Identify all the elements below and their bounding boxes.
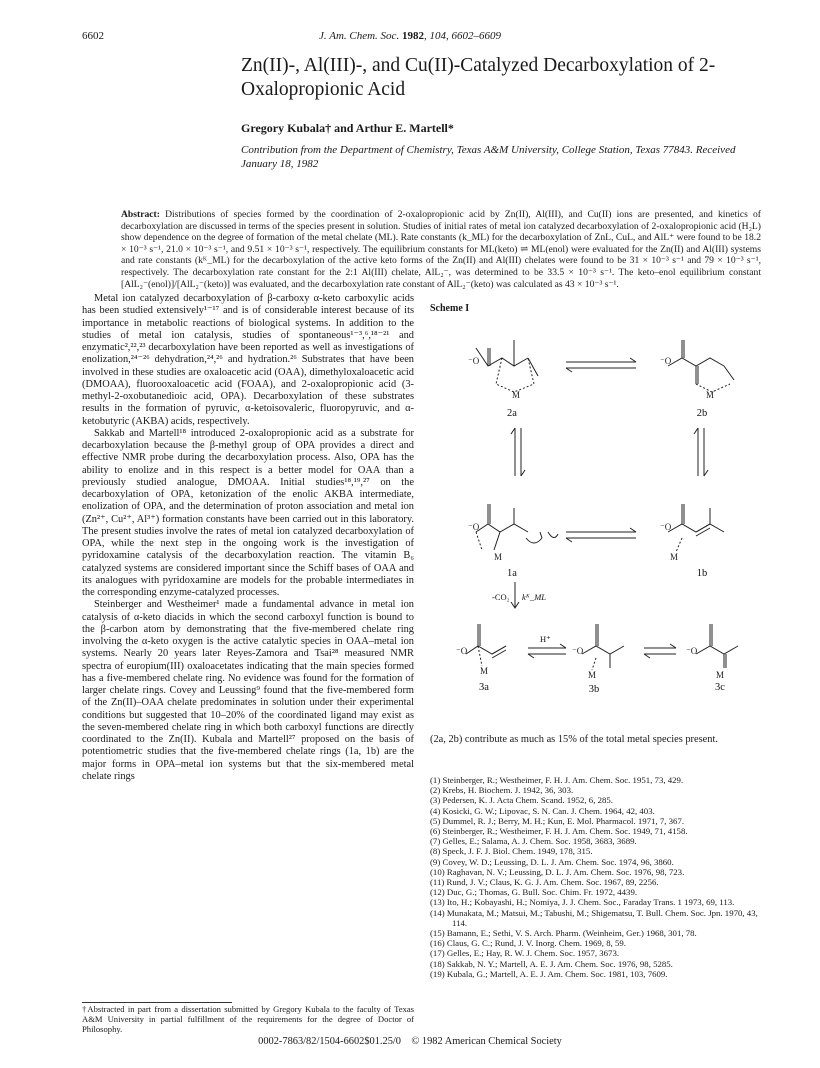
authors: Gregory Kubala† and Arthur E. Martell* [241, 121, 454, 135]
compound-label: 3b [588, 684, 600, 693]
body-paragraph: Steinberger and Westheimer¹ made a fundamental advance in metal ion catalysis of α-keto diacids in which the second carboxyl function is bound to the β-carbon atom by demonstrating that the five-membered chelate ring involving the α-keto oxygen is the active catalytic species in OAA–metal ion systems. Nearly 20 years later Reyes-Zamora and Tsai²⁸ measured NMR spectra of europium(III) oxaloacetates indicating that the main species formed has a five-membered chelate ring. No evidence was found for the formation of larger chelate rings. Covey and Leussing⁹ found that the five-membered form of the Zn(II)–OAA chelate predominates in solution under their experimental conditions but suggested that 10–20% of the coordinated ligand may exist as the seven-membered chelate ring in which both carboxyl functions are directly coordinated to the Zn(II). Kubala and Martell²⁷ proposed on the basis of potentiometric studies that the five-membered chelate rings (1a, 1b) are the major forms in OPA–metal ion systems but that the six-membered metal chelate rings [82, 599, 414, 782]
body-paragraph: Sakkab and Martell¹⁸ introduced 2-oxalopropionic acid as a substrate for decarboxylation because the β-methyl group of OPA provides a direct and effective NMR probe during the decarboxylation process. Also, OPA has the ability to enolize and in this respect is a better model for OAA than a previously studied analogue, DMOAA. Initial studies¹⁸,¹⁹,²⁷ on the decarboxylation of OPA, ketonization of the enolic AKBA intermediate, enolization of OPA, and the determination of proton association and metal ion (Zn²⁺, Cu²⁺, Al³⁺) formation constants have been carried out in this laboratory. The present studies involve the rates of metal ion catalyzed decarboxylation of OPA, while the next step in the ongoing work is the investigation of pyridoxamine catalysis of the decarboxylation reaction. The vitamin B₆ catalyzed systems are considered important since the Schiff bases of OAA and its analogues with pyridoxamine are models for the probable intermediates in the corresponding enzyme-catalyzed processes. [82, 427, 414, 598]
svg-text:⁻O: ⁻O [686, 646, 698, 656]
svg-text:M: M [494, 552, 503, 562]
reference-item: (12) Duc, G.; Thomas, G. Bull. Soc. Chim. Fr. 1972, 4439. [430, 887, 638, 898]
svg-text:M: M [706, 390, 715, 400]
reference-item: (16) Claus, G. C.; Rund, J. V. Inorg. Chem. 1969, 8, 59. [430, 938, 626, 949]
svg-text:M: M [716, 670, 725, 680]
proton-label: H⁺ [540, 634, 551, 644]
reference-item: (3) Pedersen, K. J. Acta Chem. Scand. 1952, 6, 285. [430, 795, 613, 806]
reference-item: (17) Gelles, E.; Hay, R. W. J. Chem. Soc. 1957, 3673. [430, 948, 620, 959]
page-footer [0, 1036, 820, 1047]
compound-label: 1b [696, 568, 708, 579]
reference-item: (19) Kubala, G.; Martell, A. E. J. Am. Chem. Soc. 1981, 103, 7609. [430, 968, 668, 979]
structure-3c [696, 624, 738, 668]
affiliation: Contribution from the Department of Chemistry, Texas A&M University, College Station, Texas 77843. Received January 18, 1982 [241, 144, 736, 170]
structure-2a [476, 340, 538, 392]
abstract-label: Abstract: [121, 209, 160, 220]
footnote-divider [82, 1002, 232, 1003]
reference-item: (5) Dummel, R. J.; Berry, M. H.; Kun, E. Mol. Pharmacol. 1971, 7, 367. [430, 815, 685, 826]
page-number: 6602 [82, 30, 104, 42]
svg-text:M: M [588, 670, 597, 680]
structure-2b [668, 340, 734, 392]
reference-list [430, 775, 762, 979]
structure-1a [476, 504, 558, 550]
journal-pages: 6602–6609 [451, 30, 501, 42]
svg-text:M: M [512, 390, 521, 400]
reference-item: (1) Steinberger, R.; Westheimer, F. H. J. Am. Chem. Soc. 1951, 73, 429. [430, 775, 684, 785]
reference-item: (10) Raghavan, N. V.; Leussing, D. L. J. Am. Chem. Soc. 1976, 98, 723. [430, 866, 685, 877]
structure-3a [466, 624, 506, 666]
svg-text:⁻O: ⁻O [660, 522, 672, 532]
compound-label: 1a [507, 568, 517, 579]
body-left-column [82, 293, 414, 783]
svg-text:⁻O: ⁻O [468, 522, 480, 532]
journal-year: 1982 [401, 30, 424, 42]
body-paragraph: Metal ion catalyzed decarboxylation of β-carboxy α-keto carboxylic acids has been studied extensively¹⁻¹⁷ and is of considerable interest because of its importance in metabolic reactions of biological systems. In addition to the studies of metal ion catalysis, studies of spontaneous¹⁻³,⁶,¹⁸⁻²¹ and enzymatic²,²²,²³ decarboxylation have been reported as well as investigations of enolization,²⁴⁻²⁶ dehydration,²⁴,²⁶ and hydration.²⁶ Substrates that have been involved in these studies are oxaloacetic acid (OAA), dimethyloxaloacetic acid (DMOAA), fluorooxaloacetic acid (FOAA), and 2-oxalopropionic acid (3-methyl-2-oxobutanedioic acid, OPA). Decarboxylation of these substrates results in the formation of pyruvic, α-ketoisovaleric, fluoropyruvic, and α-ketobutyric (AKBA) acids, respectively. [82, 293, 414, 427]
reference-item: (11) Rund, J. V.; Claus, K. G. J. Am. Chem. Soc. 1967, 89, 2256. [430, 877, 659, 888]
footnote: †Abstracted in part from a dissertation submitted by Gregory Kubala to the faculty of Texas A&M University in partial fulfillment of the requirements for the degree of Doctor of Philosophy. [82, 1004, 414, 1034]
abstract [121, 209, 761, 290]
reference-item: (18) Sakkab, N. Y.; Martell, A. E. J. Am. Chem. Soc. 1976, 98, 5285. [430, 958, 673, 969]
svg-text:⁻O: ⁻O [572, 646, 584, 656]
compound-label: 3a [479, 682, 489, 693]
journal-volume: 104 [429, 30, 446, 42]
compound-label: 3c [715, 682, 725, 693]
svg-text:⁻O: ⁻O [456, 646, 468, 656]
abstract-text: Distributions of species formed by the coordination of 2-oxalopropionic acid by Zn(II), Al(III), and Cu(II) ions are presented, and kinetics of decarboxylation are discussed in terms of the species present in solution. Studies of initial rates of metal ion catalyzed decarboxylation of 2-oxalopropionic acid (H₂L) show dependence on the degree of formation of the metal chelate (ML). Rate constants (k_ML) for the decarboxylation of ZnL, CuL, and AlL⁺ were found to be 18.2 × 10⁻³ s⁻¹, 21.0 × 10⁻³ s⁻¹, and 9.51 × 10⁻³ s⁻¹, respectively. The equilibrium constants for ML(keto) ⇌ ML(enol) were evaluated for the Zn(II) and Al(III) systems and rate constants (kᴷ_ML) for the decarboxylation of the active keto forms of the Zn(II) and Al(III) chelates were found to be 31 × 10⁻³ s⁻¹ and 79 × 10⁻³ s⁻¹, respectively. The decarboxylation rate constant for the 2:1 Al(III) chelate, AlL₂⁻, was determined to be 33.5 × 10⁻³ s⁻¹. The keto–enol equilibrium constant [AlL₂⁻(enol)]/[AlL₂⁻(keto)] was evaluated, and the decarboxylation rate constant of AlL₂⁻(keto) was calculated as 43 × 10⁻³ s⁻¹. [121, 209, 761, 290]
copyright: © 1982 American Chemical Society [411, 1036, 562, 1047]
svg-text:⁻O: ⁻O [468, 356, 480, 366]
article-code: 0002-7863/82/1504-6602$01.25/0 [258, 1036, 402, 1047]
journal-name: J. Am. Chem. Soc. [319, 30, 400, 42]
scheme-label: Scheme I [430, 303, 470, 314]
reference-item: (13) Ito, H.; Kobayashi, H.; Nomiya, J. J. Chem. Soc., Faraday Trans. 1 1973, 69, 113. [430, 897, 735, 908]
body-right-text: (2a, 2b) contribute as much as 15% of the total metal species present. [430, 734, 718, 745]
reference-item: (6) Steinberger, R.; Westheimer, F. H. J. Am. Chem. Soc. 1949, 71, 4158. [430, 826, 688, 837]
reference-item: (15) Bamann, E.; Sethi, V. S. Arch. Pharm. (Weinheim, Ger.) 1968, 301, 78. [430, 928, 697, 939]
article-title: Zn(II)-, Al(III)-, and Cu(II)-Catalyzed Decarboxylation of 2-Oxalopropionic Acid [241, 55, 716, 100]
reference-item: (7) Gelles, E.; Salama, A. J. Chem. Soc. 1958, 3683, 3689. [430, 836, 637, 847]
scheme-diagram [430, 318, 764, 693]
reference-item: (4) Kosicki, G. W.; Lipovac, S. N. Can. J. Chem. 1964, 42, 403. [430, 805, 655, 816]
svg-text:⁻O: ⁻O [660, 356, 672, 366]
svg-text:M: M [670, 552, 679, 562]
running-head: J. Am. Chem. Soc. 1982, 104, 6602–6609 [319, 30, 501, 42]
structure-3b [582, 624, 624, 670]
rate-constant-label: kᴷ_ML [522, 592, 547, 602]
structure-1b [668, 504, 724, 552]
decarboxylation-label: -CO₂ [492, 592, 510, 602]
compound-label: 2a [507, 408, 517, 419]
reference-item: (8) Speck, J. F. J. Biol. Chem. 1949, 178, 315. [430, 846, 593, 857]
svg-text:M: M [480, 666, 489, 676]
reference-item: (2) Krebs, H. Biochem. J. 1942, 36, 303. [430, 785, 574, 796]
compound-label: 2b [696, 408, 708, 419]
reference-item: (14) Munakata, M.; Matsui, M.; Tabushi, M.; Shigematsu, T. Bull. Chem. Soc. Jpn. 1970, 43, 114. [430, 907, 758, 928]
reference-item: (9) Covey, W. D.; Leussing, D. L. J. Am. Chem. Soc. 1974, 96, 3860. [430, 856, 674, 867]
